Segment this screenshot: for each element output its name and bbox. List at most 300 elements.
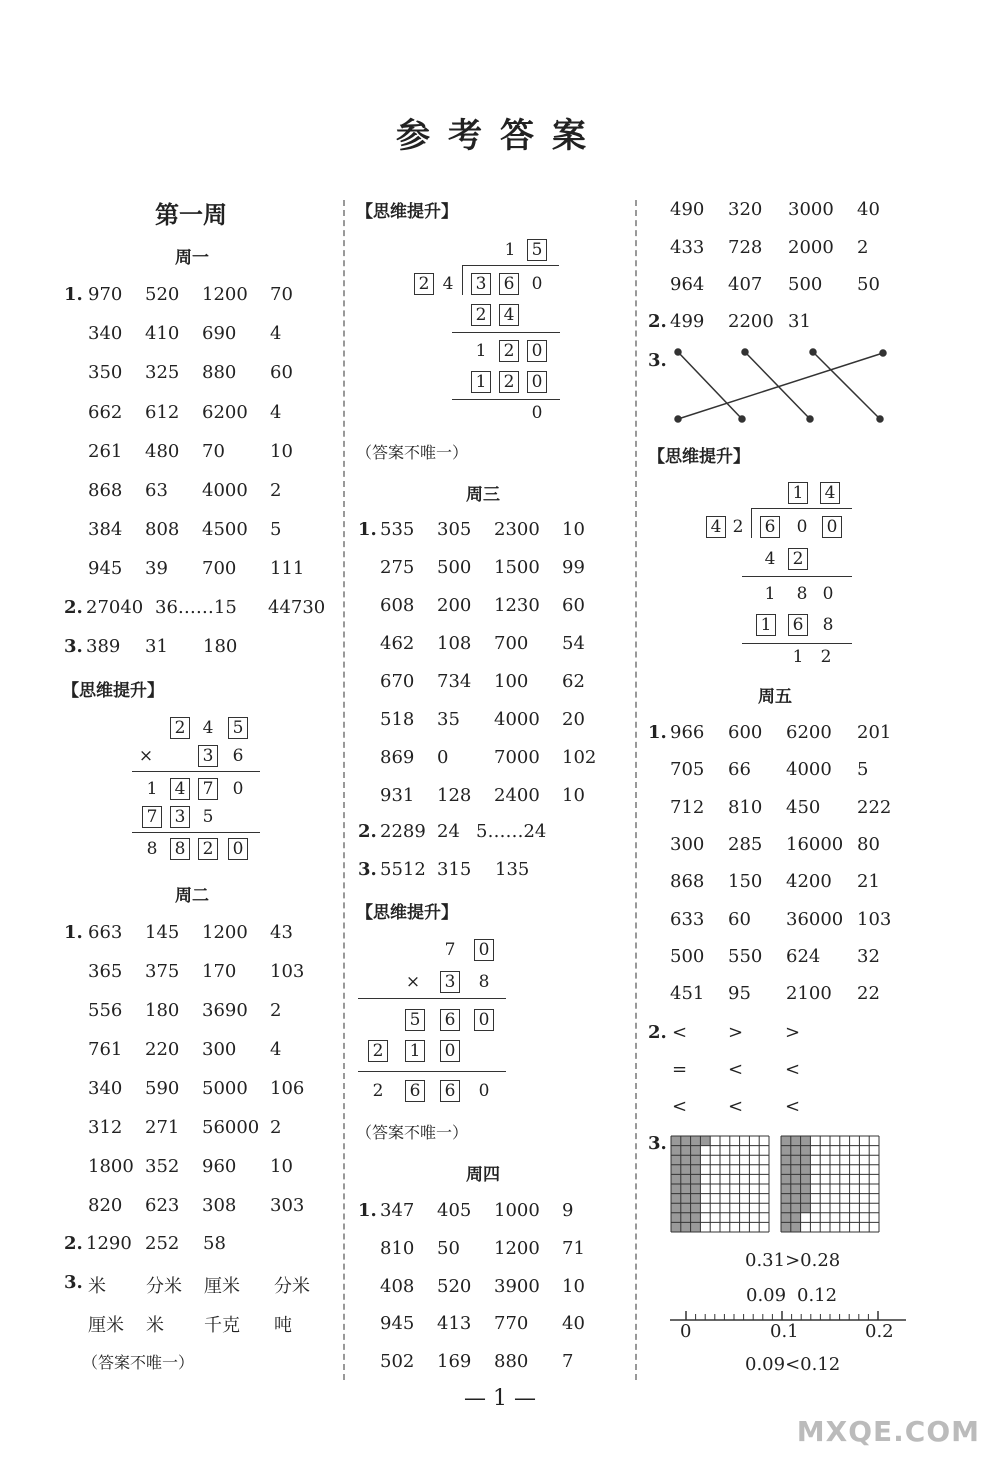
answer-box: 2 bbox=[368, 1040, 388, 1062]
answer-note: （答案不唯一） bbox=[356, 443, 469, 462]
answer-note: （答案不唯一） bbox=[82, 1353, 195, 1372]
day-heading-wed: 周三 bbox=[466, 485, 500, 505]
answer-cell: 960 bbox=[202, 1156, 237, 1177]
shaded-cell bbox=[671, 1174, 681, 1184]
wed-q3-c: 135 bbox=[495, 859, 530, 880]
shaded-cell bbox=[691, 1194, 701, 1204]
shaded-cell bbox=[791, 1136, 801, 1146]
shaded-cell bbox=[691, 1165, 701, 1175]
digit: 0 bbox=[531, 403, 543, 423]
answer-box: 7 bbox=[198, 778, 218, 800]
matching-lines-diagram bbox=[668, 344, 898, 428]
answer-box: 2 bbox=[471, 304, 491, 326]
digit: 8 bbox=[796, 584, 808, 604]
answer-cell: 352 bbox=[145, 1156, 180, 1177]
answer-cell: 1500 bbox=[494, 557, 540, 578]
shaded-cell bbox=[801, 1194, 811, 1204]
answer-cell: 62 bbox=[562, 671, 585, 692]
answer-cell: 410 bbox=[145, 323, 180, 345]
shaded-cell bbox=[681, 1174, 691, 1184]
answer-cell: 734 bbox=[437, 671, 472, 692]
tue-q3-r1-a: 米 bbox=[88, 1276, 106, 1297]
answer-cell: = bbox=[672, 1059, 688, 1080]
answer-cell: 20 bbox=[562, 709, 585, 730]
answer-cell: 3000 bbox=[788, 199, 834, 220]
digit: 0 bbox=[796, 517, 808, 537]
answer-cell: 10 bbox=[270, 1156, 293, 1177]
answer-cell: 99 bbox=[562, 557, 585, 578]
shaded-cell bbox=[681, 1194, 691, 1204]
answer-cell: 70 bbox=[202, 440, 225, 462]
day-heading-thu: 周四 bbox=[466, 1165, 500, 1185]
thu-q2-b: 2200 bbox=[728, 311, 774, 332]
question-label: 1. bbox=[64, 922, 83, 943]
answer-cell: 623 bbox=[145, 1195, 180, 1216]
numline-label-a: 0.09 bbox=[746, 1285, 787, 1306]
answer-cell: 4 bbox=[270, 1039, 282, 1060]
answer-cell: 170 bbox=[202, 961, 237, 982]
answer-cell: 102 bbox=[562, 747, 597, 768]
answer-cell: 3900 bbox=[494, 1275, 540, 1297]
answer-cell: 4000 bbox=[202, 480, 248, 501]
shaded-cell bbox=[671, 1213, 681, 1223]
answer-cell: 761 bbox=[88, 1039, 123, 1060]
answer-cell: 2 bbox=[857, 236, 869, 258]
answer-cell: 108 bbox=[437, 633, 472, 654]
mon-q2-b: 36……15 bbox=[155, 597, 237, 618]
digit: 1 bbox=[146, 779, 158, 799]
answer-cell: 22 bbox=[857, 983, 880, 1005]
times-sign: × bbox=[138, 746, 154, 766]
numline-tick-1: 0.1 bbox=[770, 1321, 799, 1342]
digit: 0 bbox=[478, 1081, 490, 1101]
wed-q2-label: 2. bbox=[358, 821, 377, 842]
digit: 0 bbox=[232, 779, 244, 799]
tue-q3-r2-b: 米 bbox=[146, 1315, 164, 1336]
answer-cell: 60 bbox=[270, 362, 293, 384]
answer-cell: 700 bbox=[494, 633, 529, 654]
shaded-cell bbox=[801, 1155, 811, 1165]
answer-cell: 4000 bbox=[494, 709, 540, 730]
answer-cell: 520 bbox=[437, 1275, 472, 1297]
shaded-cell bbox=[671, 1203, 681, 1213]
answer-box: 7 bbox=[142, 806, 162, 828]
answer-note: （答案不唯一） bbox=[356, 1123, 469, 1142]
answer-cell: 10 bbox=[270, 440, 293, 462]
answer-cell: 1200 bbox=[202, 284, 248, 305]
answer-cell: 169 bbox=[437, 1351, 472, 1373]
answer-cell: 150 bbox=[728, 871, 763, 893]
shaded-cell bbox=[681, 1146, 691, 1156]
tue-q3-label: 3. bbox=[64, 1272, 83, 1293]
shaded-cell bbox=[671, 1184, 681, 1194]
answer-cell: 518 bbox=[380, 709, 415, 730]
rule-line bbox=[132, 832, 260, 833]
shaded-cell bbox=[691, 1136, 701, 1146]
answer-cell: 60 bbox=[562, 595, 585, 616]
answer-cell: 222 bbox=[857, 796, 892, 818]
answer-cell: 433 bbox=[670, 236, 705, 258]
shaded-cell bbox=[781, 1213, 791, 1223]
division-bracket bbox=[751, 508, 752, 538]
answer-cell: 340 bbox=[88, 1078, 123, 1099]
answer-cell: 450 bbox=[786, 796, 821, 818]
fri-q2-label: 2. bbox=[648, 1022, 667, 1043]
answer-cell: 180 bbox=[145, 1000, 180, 1021]
answer-cell: 407 bbox=[728, 274, 763, 295]
answer-cell: 35 bbox=[437, 709, 460, 730]
answer-cell: 480 bbox=[145, 440, 180, 462]
shaded-cell bbox=[691, 1155, 701, 1165]
answer-cell: 1200 bbox=[202, 922, 248, 943]
answer-cell: 103 bbox=[270, 961, 305, 982]
answer-cell: > bbox=[785, 1022, 801, 1043]
answer-cell: 808 bbox=[145, 519, 180, 541]
answer-cell: 868 bbox=[88, 480, 123, 501]
shaded-cell bbox=[691, 1184, 701, 1194]
shaded-cell bbox=[691, 1146, 701, 1156]
rule-line bbox=[452, 399, 560, 400]
shaded-cell bbox=[681, 1203, 691, 1213]
answer-box: 4 bbox=[820, 482, 840, 504]
answer-cell: 2400 bbox=[494, 785, 540, 806]
tue-q2-a: 1290 bbox=[86, 1233, 132, 1254]
thinking-heading: 【思维提升】 bbox=[356, 903, 458, 923]
answer-box: 2 bbox=[414, 273, 434, 295]
digit: 2 bbox=[372, 1081, 384, 1101]
day-heading-fri: 周五 bbox=[758, 687, 792, 707]
answer-cell: 303 bbox=[270, 1195, 305, 1216]
week-title: 第一周 bbox=[155, 201, 227, 229]
times-sign: × bbox=[405, 972, 421, 992]
digit: 8 bbox=[146, 839, 158, 859]
shaded-cell bbox=[671, 1136, 681, 1146]
answer-cell: 700 bbox=[202, 558, 237, 580]
answer-box: 5 bbox=[405, 1009, 425, 1031]
answer-cell: 300 bbox=[202, 1039, 237, 1060]
digit: 0 bbox=[822, 584, 834, 604]
question-label: 1. bbox=[648, 722, 667, 743]
answer-box: 5 bbox=[228, 717, 248, 739]
division-bracket bbox=[462, 265, 463, 295]
answer-cell: 6200 bbox=[786, 722, 832, 743]
shaded-cell bbox=[781, 1184, 791, 1194]
answer-cell: 550 bbox=[728, 945, 763, 967]
answer-box: 2 bbox=[198, 838, 218, 860]
answer-box: 1 bbox=[756, 614, 776, 636]
answer-cell: 5 bbox=[270, 519, 282, 541]
answer-cell: 36000 bbox=[786, 908, 844, 930]
answer-cell: 4 bbox=[270, 401, 282, 423]
answer-box: 0 bbox=[228, 838, 248, 860]
answer-cell: 4000 bbox=[786, 759, 832, 781]
numline-tick-2: 0.2 bbox=[865, 1321, 894, 1342]
answer-cell: 43 bbox=[270, 922, 293, 943]
answer-cell: 869 bbox=[380, 747, 415, 768]
tue-q3-r1-c: 厘米 bbox=[204, 1276, 240, 1297]
answer-cell: 2300 bbox=[494, 519, 540, 540]
digit: 1 bbox=[475, 341, 487, 361]
answer-cell: 5 bbox=[857, 759, 869, 781]
hundred-grid-left bbox=[670, 1135, 770, 1233]
column-divider-1 bbox=[343, 200, 345, 1380]
digit: 5 bbox=[202, 807, 214, 827]
answer-box: 2 bbox=[499, 340, 519, 362]
digit: 8 bbox=[822, 615, 834, 635]
answer-cell: 4 bbox=[270, 323, 282, 345]
answer-cell: > bbox=[728, 1022, 744, 1043]
digit: 4 bbox=[764, 549, 776, 569]
answer-cell: 728 bbox=[728, 236, 763, 258]
rule-line bbox=[742, 576, 852, 577]
shaded-cell bbox=[801, 1136, 811, 1146]
division-bar bbox=[463, 265, 559, 266]
answer-cell: 502 bbox=[380, 1351, 415, 1373]
answer-cell: 1200 bbox=[494, 1237, 540, 1259]
answer-cell: 2 bbox=[270, 480, 282, 501]
answer-cell: 40 bbox=[857, 199, 880, 220]
answer-cell: 966 bbox=[670, 722, 705, 743]
digit: 2 bbox=[732, 517, 744, 537]
answer-cell: 810 bbox=[728, 796, 763, 818]
tue-q2-c: 58 bbox=[203, 1233, 226, 1254]
fri-q3-label: 3. bbox=[648, 1133, 667, 1154]
answer-cell: 56000 bbox=[202, 1117, 260, 1138]
shaded-cell bbox=[671, 1146, 681, 1156]
mon-q2-c: 44730 bbox=[268, 597, 326, 618]
digit: 2 bbox=[820, 647, 832, 667]
answer-box: 5 bbox=[527, 239, 547, 261]
answer-cell: 608 bbox=[380, 595, 415, 616]
answer-cell: 145 bbox=[145, 922, 180, 943]
answer-cell: 7000 bbox=[494, 747, 540, 768]
answer-cell: 300 bbox=[670, 833, 705, 855]
shaded-cell bbox=[791, 1174, 801, 1184]
answer-cell: 2 bbox=[270, 1117, 282, 1138]
shaded-cell bbox=[791, 1222, 801, 1232]
day-heading-tue: 周二 bbox=[175, 886, 209, 906]
answer-cell: 39 bbox=[145, 558, 168, 580]
shaded-cell bbox=[791, 1165, 801, 1175]
answer-cell: 285 bbox=[728, 833, 763, 855]
answer-cell: 1000 bbox=[494, 1200, 540, 1221]
answer-box: 2 bbox=[499, 371, 519, 393]
mon-q2-a: 27040 bbox=[86, 597, 144, 618]
answer-cell: 405 bbox=[437, 1200, 472, 1221]
answer-cell: 3690 bbox=[202, 1000, 248, 1021]
answer-box: 0 bbox=[822, 516, 842, 538]
digit: 4 bbox=[442, 274, 454, 294]
mon-q3-a: 389 bbox=[86, 636, 121, 657]
answer-cell: 10 bbox=[562, 785, 585, 806]
answer-cell: 21 bbox=[857, 871, 880, 893]
answer-box: 0 bbox=[527, 340, 547, 362]
answer-box: 4 bbox=[499, 304, 519, 326]
answer-cell: 556 bbox=[88, 1000, 123, 1021]
answer-box: 6 bbox=[405, 1080, 425, 1102]
answer-cell: 633 bbox=[670, 908, 705, 930]
mon-q3-b: 31 bbox=[145, 636, 168, 657]
digit: 1 bbox=[504, 240, 516, 260]
answer-cell: 663 bbox=[88, 922, 123, 943]
answer-cell: 820 bbox=[88, 1195, 123, 1216]
answer-cell: 2000 bbox=[788, 236, 834, 258]
answer-cell: < bbox=[728, 1096, 744, 1117]
answer-cell: 520 bbox=[145, 284, 180, 305]
rule-line bbox=[132, 771, 260, 772]
shaded-cell bbox=[691, 1222, 701, 1232]
answer-cell: 500 bbox=[788, 274, 823, 295]
rule-line bbox=[358, 1071, 506, 1072]
tue-q3-r2-d: 吨 bbox=[274, 1315, 292, 1336]
shaded-cell bbox=[781, 1203, 791, 1213]
shaded-cell bbox=[681, 1222, 691, 1232]
answer-cell: < bbox=[672, 1022, 688, 1043]
answer-cell: 1800 bbox=[88, 1156, 134, 1177]
rule-line bbox=[452, 332, 560, 333]
answer-cell: 305 bbox=[437, 519, 472, 540]
shaded-cell bbox=[791, 1155, 801, 1165]
wed-q3-a: 5512 bbox=[380, 859, 426, 880]
shaded-cell bbox=[781, 1165, 791, 1175]
page-number: — 1 — bbox=[464, 1386, 536, 1411]
answer-box: 0 bbox=[440, 1040, 460, 1062]
answer-cell: 612 bbox=[145, 401, 180, 423]
shaded-cell bbox=[691, 1174, 701, 1184]
answer-cell: 54 bbox=[562, 633, 585, 654]
division-bar bbox=[752, 508, 852, 509]
digit: 4 bbox=[202, 718, 214, 738]
shaded-cell bbox=[671, 1194, 681, 1204]
answer-cell: 350 bbox=[88, 362, 123, 384]
answer-cell: 7 bbox=[562, 1351, 574, 1373]
digit: 0 bbox=[531, 274, 543, 294]
digit: 8 bbox=[478, 972, 490, 992]
tue-q2-b: 252 bbox=[145, 1233, 180, 1254]
shaded-cell bbox=[801, 1184, 811, 1194]
answer-cell: < bbox=[728, 1059, 744, 1080]
answer-cell: 4500 bbox=[202, 519, 248, 541]
answer-box: 3 bbox=[471, 273, 491, 295]
wed-q2-a: 2289 bbox=[380, 821, 426, 842]
wed-q3-label: 3. bbox=[358, 859, 377, 880]
rule-line bbox=[358, 998, 506, 999]
shaded-cell bbox=[801, 1146, 811, 1156]
answer-cell: < bbox=[785, 1096, 801, 1117]
digit: 1 bbox=[764, 584, 776, 604]
shaded-cell bbox=[681, 1213, 691, 1223]
answer-cell: 662 bbox=[88, 401, 123, 423]
shaded-cell bbox=[791, 1184, 801, 1194]
answer-cell: 535 bbox=[380, 519, 415, 540]
shaded-cell bbox=[801, 1203, 811, 1213]
answer-cell: 63 bbox=[145, 480, 168, 501]
thu-q2-c: 31 bbox=[788, 311, 811, 332]
answer-cell: < bbox=[672, 1096, 688, 1117]
tue-q3-r2-c: 千克 bbox=[204, 1315, 240, 1336]
answer-cell: 50 bbox=[857, 274, 880, 295]
wed-q2-c: 5……24 bbox=[476, 821, 547, 842]
answer-box: 3 bbox=[198, 745, 218, 767]
answer-box: 3 bbox=[170, 806, 190, 828]
answer-cell: 128 bbox=[437, 785, 472, 806]
answer-cell: 71 bbox=[562, 1237, 585, 1259]
answer-box: 0 bbox=[474, 939, 494, 961]
shaded-cell bbox=[671, 1222, 681, 1232]
answer-cell: 50 bbox=[437, 1237, 460, 1259]
answer-cell: 4200 bbox=[786, 871, 832, 893]
shaded-cell bbox=[801, 1174, 811, 1184]
answer-cell: 970 bbox=[88, 284, 123, 305]
answer-cell: 220 bbox=[145, 1039, 180, 1060]
answer-cell: 712 bbox=[670, 796, 705, 818]
answer-box: 8 bbox=[170, 838, 190, 860]
answer-box: 1 bbox=[405, 1040, 425, 1062]
answer-cell: 60 bbox=[728, 908, 751, 930]
shaded-cell bbox=[781, 1174, 791, 1184]
thinking-heading: 【思维提升】 bbox=[356, 202, 458, 222]
shaded-cell bbox=[700, 1136, 710, 1146]
answer-cell: 1230 bbox=[494, 595, 540, 616]
rule-line bbox=[742, 643, 852, 644]
tue-q2-label: 2. bbox=[64, 1233, 83, 1254]
answer-cell: 2100 bbox=[786, 983, 832, 1005]
answer-cell: 810 bbox=[380, 1237, 415, 1259]
answer-cell: 945 bbox=[88, 558, 123, 580]
answer-cell: 5000 bbox=[202, 1078, 248, 1099]
answer-cell: 500 bbox=[437, 557, 472, 578]
thinking-heading: 【思维提升】 bbox=[62, 681, 164, 701]
answer-box: 0 bbox=[527, 371, 547, 393]
shaded-cell bbox=[781, 1222, 791, 1232]
answer-cell: 375 bbox=[145, 961, 180, 982]
question-label: 1. bbox=[358, 519, 377, 540]
answer-cell: 500 bbox=[670, 945, 705, 967]
answer-cell: 0 bbox=[437, 747, 449, 768]
answer-box: 0 bbox=[474, 1009, 494, 1031]
answer-cell: 320 bbox=[728, 199, 763, 220]
numline-tick-0: 0 bbox=[680, 1321, 692, 1342]
answer-cell: 880 bbox=[202, 362, 237, 384]
shaded-cell bbox=[681, 1155, 691, 1165]
answer-box: 1 bbox=[788, 482, 808, 504]
answer-cell: 103 bbox=[857, 908, 892, 930]
answer-cell: 690 bbox=[202, 323, 237, 345]
shaded-cell bbox=[681, 1165, 691, 1175]
question-label: 1. bbox=[358, 1200, 377, 1221]
answer-cell: 80 bbox=[857, 833, 880, 855]
answer-cell: 6200 bbox=[202, 401, 248, 423]
answer-box: 6 bbox=[440, 1009, 460, 1031]
digit: 1 bbox=[792, 647, 804, 667]
day-heading-mon: 周一 bbox=[175, 248, 209, 268]
answer-cell: 261 bbox=[88, 440, 123, 462]
hundred-grid-right bbox=[780, 1135, 880, 1233]
answer-cell: 10 bbox=[562, 519, 585, 540]
tue-q3-r2-a: 厘米 bbox=[88, 1315, 124, 1336]
answer-cell: 308 bbox=[202, 1195, 237, 1216]
mon-q2-label: 2. bbox=[64, 597, 83, 618]
answer-cell: 312 bbox=[88, 1117, 123, 1138]
shaded-cell bbox=[791, 1203, 801, 1213]
wed-q2-b: 24 bbox=[437, 821, 460, 842]
answer-cell: 2 bbox=[270, 1000, 282, 1021]
thu-q2-a: 499 bbox=[670, 311, 705, 332]
shaded-cell bbox=[681, 1184, 691, 1194]
answer-cell: 10 bbox=[562, 1275, 585, 1297]
shaded-cell bbox=[781, 1194, 791, 1204]
column-divider-2 bbox=[635, 200, 637, 1380]
